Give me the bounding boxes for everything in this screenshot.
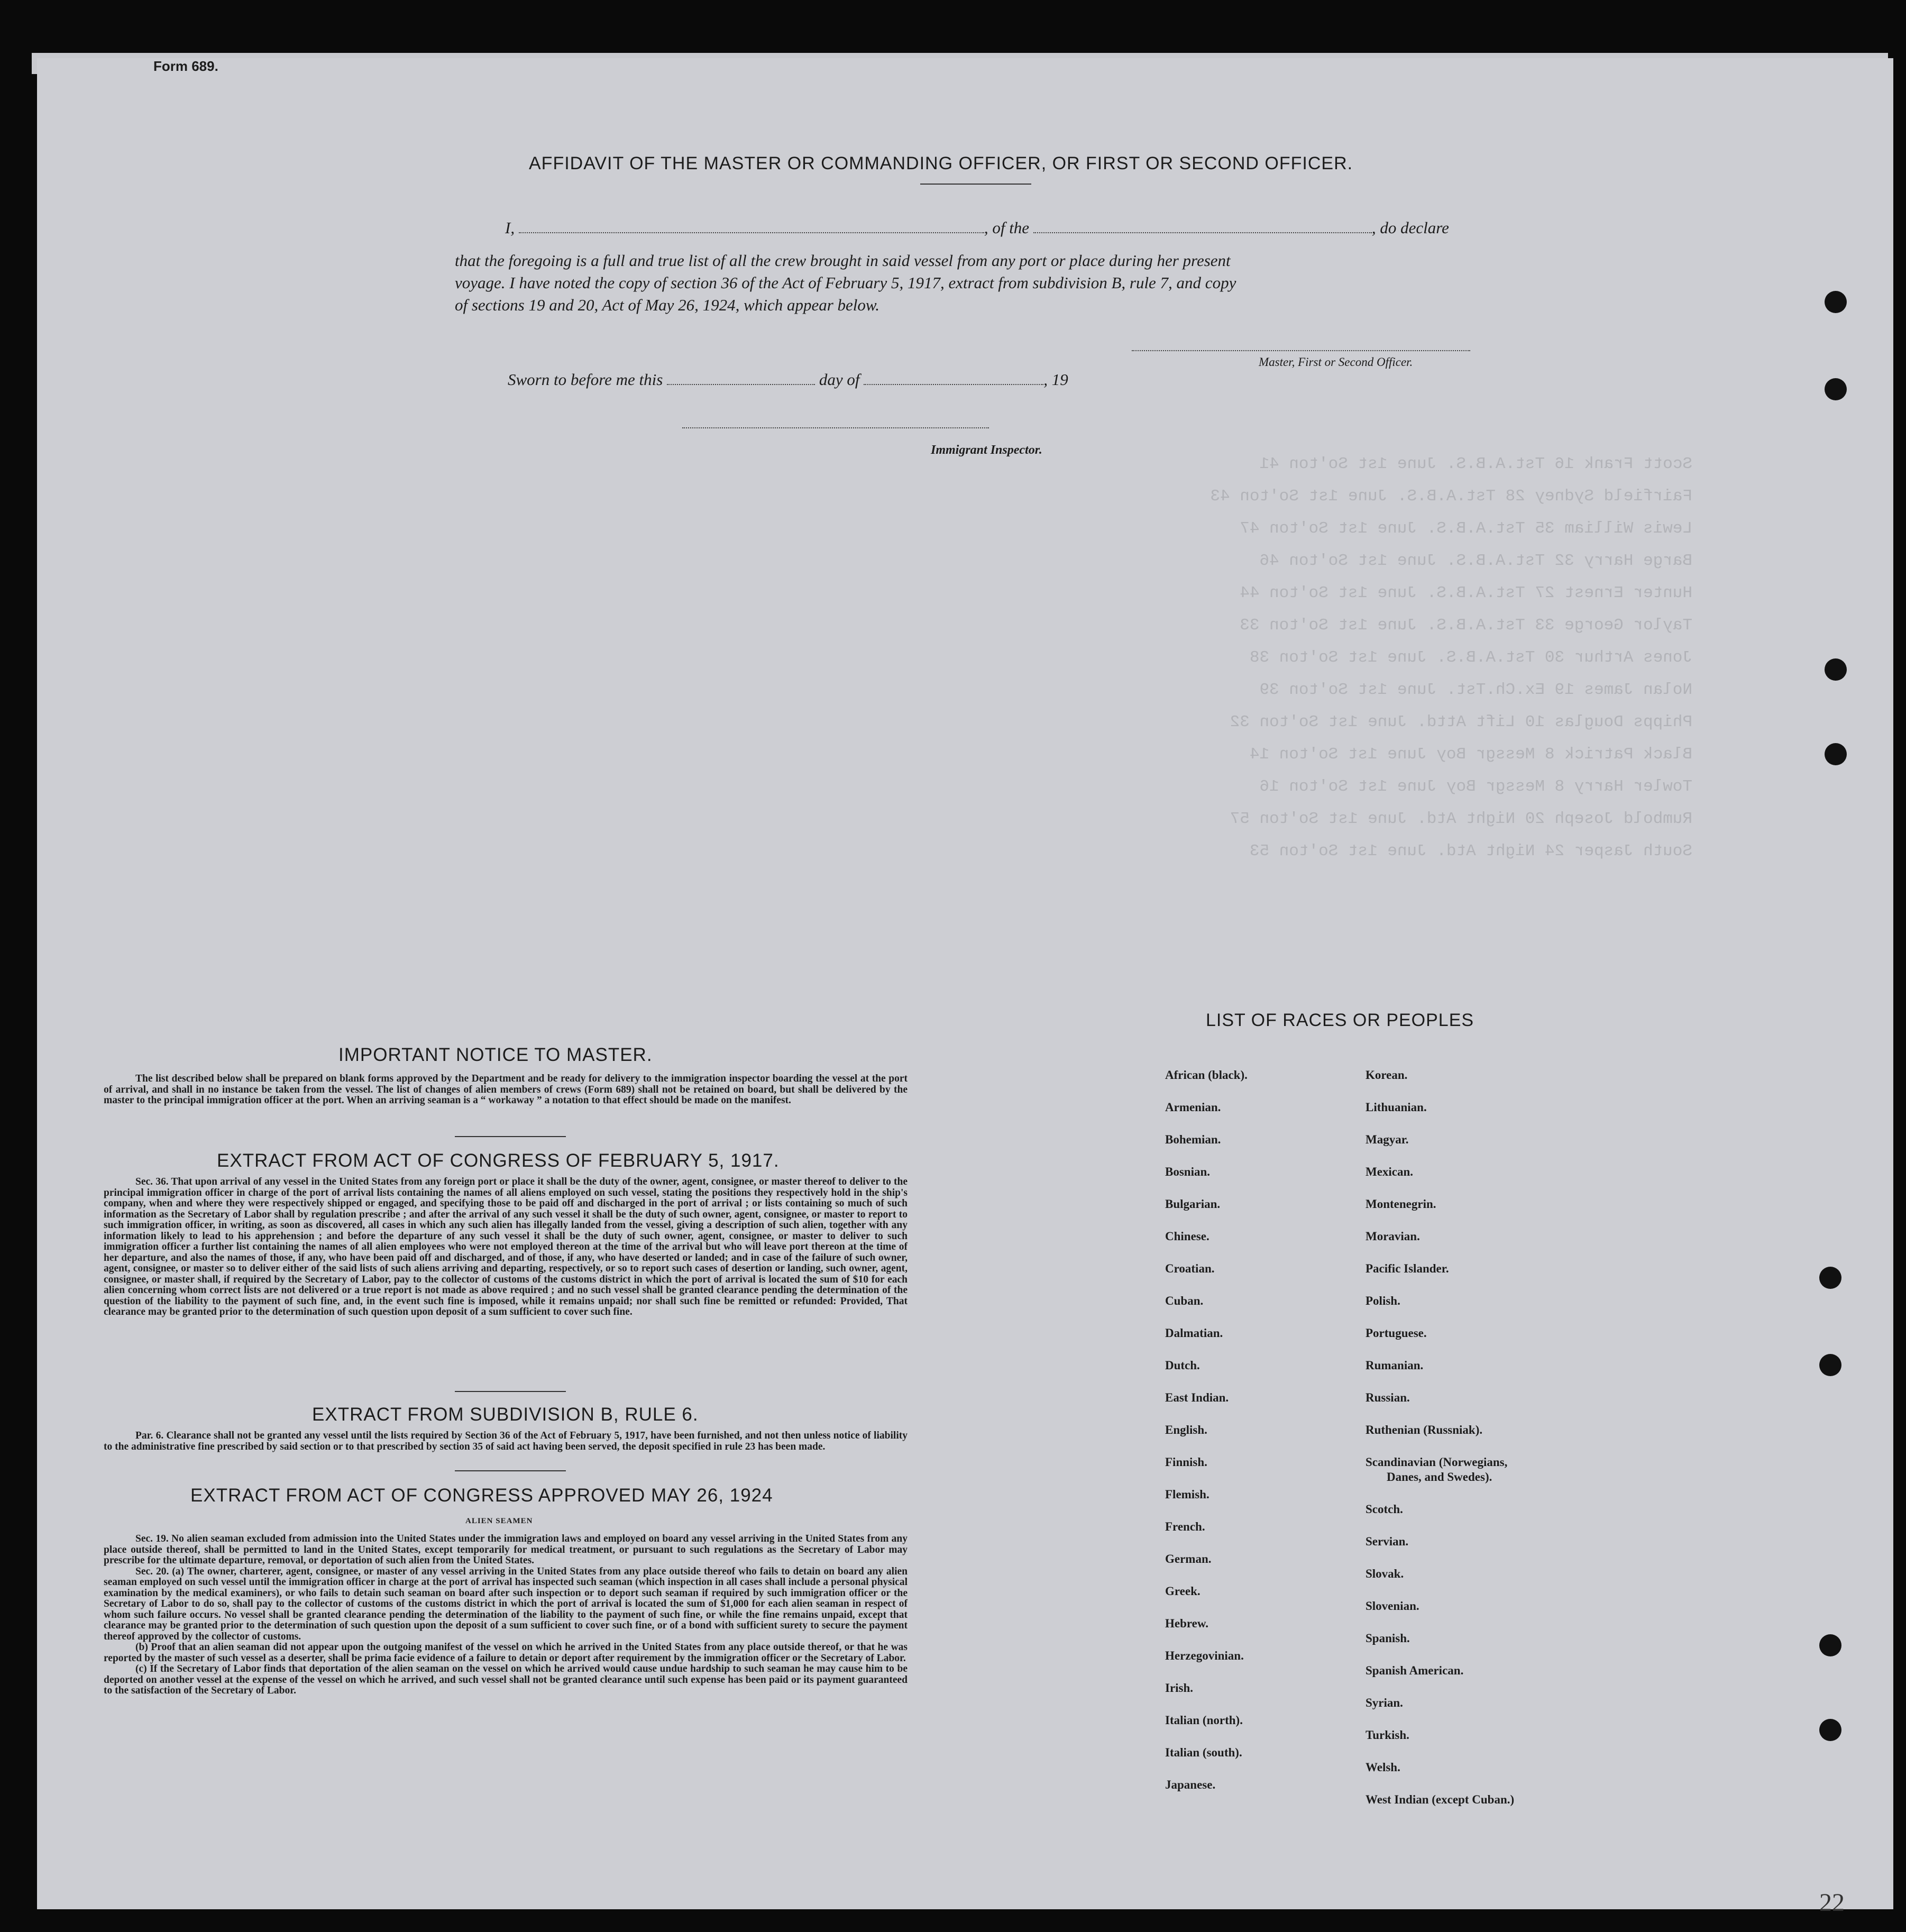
race-item: Ruthenian (Russniak). <box>1366 1423 1483 1436</box>
race-item: Slovak. <box>1366 1567 1404 1580</box>
notice-title: IMPORTANT NOTICE TO MASTER. <box>338 1045 653 1065</box>
sec-20b-paragraph: (b) Proof that an alien seaman did not appear upon the outgoing manifest of the vessel on which he arrived in the United States from any place outside thereof, or that he was reported by the master of such vessel as a deserter, shall be prima facie evidence of a failure to detain or deport after requirement by the immigration officer or the Secretary of Labor. <box>104 1642 908 1664</box>
sworn-year: , 19 <box>1043 370 1068 389</box>
bleed-through-row: Jones Arthur 30 Tst.A.B.S. June 1st So'ton 38 <box>1249 648 1692 667</box>
race-item: Dalmatian. <box>1165 1326 1223 1340</box>
race-item: Croatian. <box>1165 1262 1215 1275</box>
race-item: Pacific Islander. <box>1366 1262 1449 1275</box>
bleed-through-row: Taylor George 33 Tst.A.B.S. June 1st So'ton 33 <box>1240 616 1692 635</box>
sec-20c-paragraph: (c) If the Secretary of Labor finds that deportation of the alien seaman on the vessel on which he arrived would cause undue hardship to such seaman he may cause him to be deported on another vessel at the expense of the vessel on which he arrived, and such vessel shall not be granted clearance until such expense has been paid or its payment guaranteed to the satisfaction of the Secretary of Labor. <box>104 1663 908 1696</box>
bleed-through-row: Black Patrick 8 Messgr Boy June 1st So'ton 14 <box>1249 745 1692 764</box>
sworn-text: Sworn to before me this <box>508 370 663 389</box>
race-item: Spanish. <box>1366 1632 1410 1645</box>
race-item: Greek. <box>1165 1585 1201 1598</box>
extract-1924-title: EXTRACT FROM ACT OF CONGRESS APPROVED MAY 26, 1924 <box>190 1485 773 1506</box>
form-number: Form 689. <box>153 58 218 74</box>
declaration-line-1 <box>455 217 1513 239</box>
declaration-of-the: , of the <box>984 218 1030 237</box>
race-item: Syrian. <box>1366 1696 1403 1709</box>
rule-6-text <box>104 1431 908 1452</box>
race-item: Scotch. <box>1366 1503 1403 1516</box>
race-item: Welsh. <box>1366 1761 1400 1774</box>
declaration-line-3: voyage. I have noted the copy of section 36 of the Act of February 5, 1917, extract from subdivision B, rule 7, and copy <box>455 273 1236 292</box>
race-item: Flemish. <box>1165 1488 1209 1501</box>
binder-hole <box>1825 378 1847 400</box>
sec-36-paragraph: Sec. 36. That upon arrival of any vessel in the United States from any foreign port or place it shall be the duty of the owner, agent, consignee, or master thereof to deliver to the principal immigration officer in charge of the port of arrival lists containing the names of all aliens employed on such vessel, stating the positions they respectively hold in the ship's company, when and where they were respectively shipped or engaged, and specifying those to be paid off and discharged in the port of arrival ; or lists containing so much of such information as the Secretary of Labor shall by regulation prescribe ; and after the arrival of any such vessel it shall be the duty of such owner, agent, consignee, or master to report to such immigration officer, in writing, as soon as discovered, all cases in which any such alien has illegally landed from the vessel, giving a description of such alien, together with any information likely to lead to his apprehension ; and before the departure of any such vessel it shall be the duty of such owner, agent, consignee, or master to deliver to such immigration officer a further list containing the names of all alien employees who were not employed thereon at the time of the arrival but who will leave port thereon at the time of her departure, and also the names of those, if any, who have been paid off and discharged, and of those, if any, who have deserted or landed; and in case of the failure of such owner, agent, consignee, or master so to deliver either of the said lists of such aliens arriving and departing, respectively, or so to report such cases of desertion or landing, such owner, agent, consignee, or master shall, if required by the Secretary of Labor, pay to the collector of customs of the customs district in which the port of arrival is located the sum of $10 for each alien concerning whom correct lists are not delivered or a true report is not made as above required ; and no such vessel shall be granted clearance pending the determination of the question of the liability to the payment of such fine, and, in the event such fine is imposed, while it remains unpaid; nor shall such fine be remitted or refunded: Provided, That clearance may be granted prior to the determination of such question upon deposit of a sum sufficient to cover such fine. <box>104 1176 908 1317</box>
declaration-line-4: of sections 19 and 20, Act of May 26, 1924, which appear below. <box>455 296 880 314</box>
race-item: Korean. <box>1366 1068 1408 1082</box>
section-rule <box>455 1391 566 1392</box>
master-signature-label: Master, First or Second Officer. <box>1259 355 1413 369</box>
extract-1917-text <box>104 1177 908 1318</box>
bleed-through-row: Lewis William 35 Tst.A.B.S. June 1st So'ton 47 <box>1240 519 1692 538</box>
race-item: Herzegovinian. <box>1165 1649 1244 1662</box>
extract-1917-title: EXTRACT FROM ACT OF CONGRESS OF FEBRUARY 5, 1917. <box>217 1150 780 1171</box>
section-rule <box>455 1470 566 1471</box>
race-item: Russian. <box>1366 1391 1410 1404</box>
bleed-through-row: South Jasper 24 Night Atd. June 1st So'ton 53 <box>1249 842 1692 860</box>
race-item: Polish. <box>1366 1294 1400 1307</box>
sworn-line <box>508 370 1068 389</box>
bleed-through-row: Fairfield Sydney 28 Tst.A.B.S. June 1st So'ton 43 <box>1210 487 1692 506</box>
binder-hole <box>1825 658 1847 681</box>
extract-1924-text <box>104 1534 908 1697</box>
section-rule <box>455 1136 566 1137</box>
binder-hole <box>1825 743 1847 765</box>
race-item: Montenegrin. <box>1366 1197 1436 1211</box>
binder-hole <box>1819 1719 1841 1741</box>
rule-6-title: EXTRACT FROM SUBDIVISION B, RULE 6. <box>312 1404 699 1425</box>
race-item: Bohemian. <box>1165 1133 1221 1146</box>
race-item: East Indian. <box>1165 1391 1229 1404</box>
race-item: Lithuanian. <box>1366 1101 1427 1114</box>
affidavit-title: AFFIDAVIT OF THE MASTER OR COMMANDING OFFICER, OR FIRST OR SECOND OFFICER. <box>529 153 1353 173</box>
race-item: Turkish. <box>1366 1728 1409 1742</box>
bleed-through-row: Towler Harry 8 Messgr Boy June 1st So'ton 16 <box>1259 777 1692 796</box>
race-item: Danes, and Swedes). <box>1387 1470 1492 1484</box>
race-item: Japanese. <box>1165 1778 1216 1791</box>
master-signature-line[interactable] <box>1132 350 1470 351</box>
race-item: African (black). <box>1165 1068 1248 1082</box>
bleed-through-row: Scott Frank 16 Tst.A.B.S. June 1st So'ton 41 <box>1259 455 1692 473</box>
handwritten-mark: 22 <box>1819 1889 1845 1917</box>
notice-text <box>104 1074 908 1106</box>
race-item: Bulgarian. <box>1165 1197 1221 1211</box>
sworn-day-of: day of <box>819 370 860 389</box>
title-rule <box>920 184 1031 185</box>
race-item: Moravian. <box>1366 1230 1420 1243</box>
race-item: Scandinavian (Norwegians, <box>1366 1455 1508 1469</box>
par-6-paragraph: Par. 6. Clearance shall not be granted any vessel until the lists required by Section 36 of the Act of February 5, 1917, have been furnished, and not then unless notice of liability to the administrative fine prescribed by said section or to that prescribed by section 35 of said act having been served, the deposit specified in rule 23 has been made. <box>104 1430 908 1452</box>
race-item: Slovenian. <box>1366 1599 1419 1613</box>
notice-paragraph: The list described below shall be prepared on blank forms approved by the Department and be ready for delivery to the immigration inspector boarding the vessel at the port of arrival, and shall in no instance be taken from the vessel. The list of changes of alien members of crews (Form 689) shall not be retained on board, but shall be delivered by the master to the principal immigration officer at the port. When an arriving seaman is a “ workaway ” a notation to that effect should be made on the manifest. <box>104 1073 908 1106</box>
sec-20a-paragraph: Sec. 20. (a) The owner, charterer, agent, consignee, or master of any vessel arriving in the United States from any place outside thereof who fails to detain on board any alien seaman employed on such vessel until the immigration officer in charge at the port of arrival has inspected such seaman (which inspection in all cases shall include a personal physical examination by the medical examiners), or who fails to detain such seaman on board after such inspection or to deport such seaman if required by such immigration officer or the Secretary of Labor to do so, shall pay to the collector of customs of the customs district in which the port of arrival is located the sum of $1,000 for each alien seaman in respect of whom such failure occurs. No vessel shall be granted clearance pending the determination of the liability to the payment of such fine, or while the fine remains unpaid, except that clearance may be granted prior to the determination of such question upon the deposit of a sum sufficient to cover such fine, or of a bond with sufficient surety to secure the payment thereof approved by the collector of customs. <box>104 1565 908 1642</box>
declaration-line-2: that the foregoing is a full and true list of all the crew brought in said vessel from any port or place during her present <box>455 251 1231 270</box>
race-item: Bosnian. <box>1165 1165 1211 1178</box>
bleed-through-row: Hunter Ernest 27 Tst.A.B.S. June 1st So'ton 44 <box>1240 584 1692 602</box>
bleed-through-row: Rumbold Joseph 20 Night Atd. June 1st So'ton 57 <box>1230 810 1692 828</box>
binder-hole <box>1819 1354 1841 1376</box>
sworn-month-blank[interactable] <box>864 370 1043 385</box>
sworn-day-blank[interactable] <box>667 370 815 385</box>
bleed-through-row: Nolan James 19 Ex.Ch.Tst. June 1st So'ton 39 <box>1259 681 1692 699</box>
inspector-signature-line[interactable] <box>682 427 989 428</box>
race-item: Armenian. <box>1165 1101 1221 1114</box>
race-item: West Indian (except Cuban.) <box>1366 1793 1515 1806</box>
race-item: Cuban. <box>1165 1294 1204 1307</box>
binder-hole <box>1819 1267 1841 1289</box>
race-item: Irish. <box>1165 1681 1194 1695</box>
name-blank[interactable] <box>519 218 984 233</box>
vessel-blank[interactable] <box>1033 218 1372 233</box>
declaration-declare: , do declare <box>1371 218 1449 237</box>
bleed-through-row: Barge Harry 32 Tst.A.B.S. June 1st So'ton 46 <box>1259 552 1692 570</box>
race-item: German. <box>1165 1552 1212 1565</box>
race-item: Italian (north). <box>1165 1714 1243 1727</box>
declaration-i: I, <box>505 218 515 237</box>
races-title: LIST OF RACES OR PEOPLES <box>1206 1010 1474 1030</box>
race-item: Rumanian. <box>1366 1359 1424 1372</box>
binder-hole <box>1819 1634 1841 1656</box>
race-item: Dutch. <box>1165 1359 1200 1372</box>
inspector-signature-label: Immigrant Inspector. <box>931 443 1042 457</box>
race-item: French. <box>1165 1520 1205 1533</box>
sec-19-paragraph: Sec. 19. No alien seaman excluded from admission into the United States under the immigration laws and employed on board any vessel arriving in the United States from any place outside thereof, shall be permitted to land in the United States, except temporarily for medical treatment, or pursuant to such regulations as the Secretary of Labor may prescribe for the ultimate departure, removal, or deportation of such alien from the United States. <box>104 1533 908 1566</box>
race-item: Spanish American. <box>1366 1664 1464 1677</box>
race-item: Hebrew. <box>1165 1617 1208 1630</box>
bleed-through-row: Phipps Douglas 10 Lift Attd. June 1st So'ton 32 <box>1230 713 1692 731</box>
race-item: Servian. <box>1366 1535 1409 1548</box>
race-item: Magyar. <box>1366 1133 1409 1146</box>
race-item: Portuguese. <box>1366 1326 1427 1340</box>
race-item: Italian (south). <box>1165 1746 1242 1759</box>
alien-seamen-subtitle: ALIEN SEAMEN <box>465 1517 533 1525</box>
binder-hole <box>1825 291 1847 313</box>
race-item: Finnish. <box>1165 1455 1207 1469</box>
race-item: English. <box>1165 1423 1207 1436</box>
race-item: Mexican. <box>1366 1165 1414 1178</box>
race-item: Chinese. <box>1165 1230 1209 1243</box>
